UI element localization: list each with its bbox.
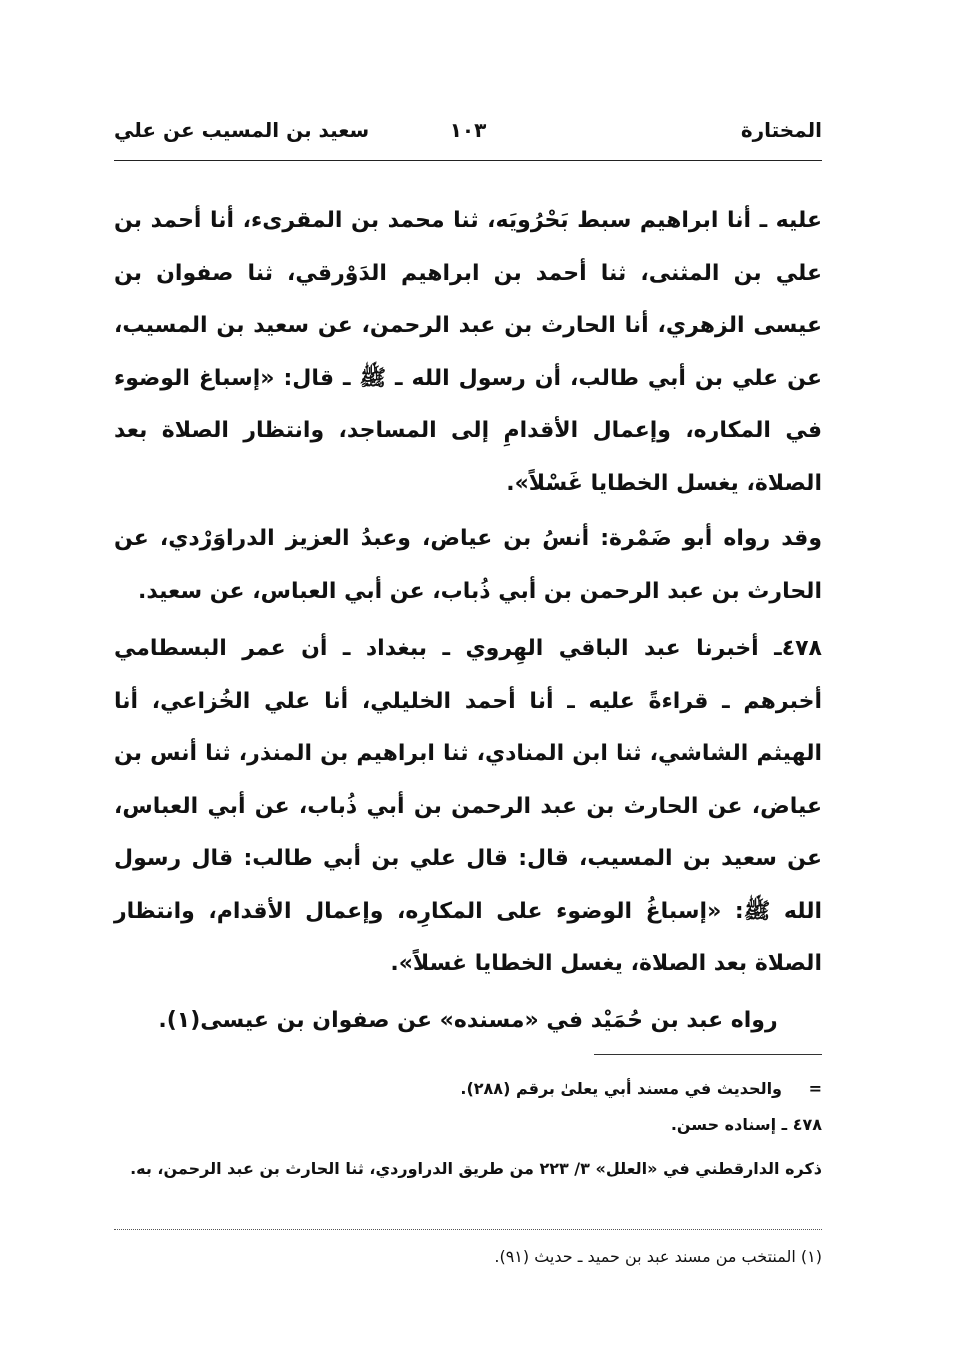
- page-number: ١٠٣: [449, 118, 487, 142]
- footnote-478-grading: ٤٧٨ ـ إسناده حسن.: [670, 1115, 822, 1134]
- footnote-1: (١) المنتخب من مسند عبد بن حميد ـ حديث (٩١).: [494, 1247, 822, 1266]
- paragraph-hadith-477-end: عليه ـ أنا ابراهيم سبط بَحْرُويَه، ثنا محمد بن المقرىء، أنا أحمد بن علي بن المثنى، ثنا أحمد بن ابراهيم الدَوْرقي، ثنا صفوان بن عيسى الزهري، أنا الحارث بن عبد الرحمن، عن سعيد بن المسيب، عن علي بن أبي طالب، أن رسول الله ـ ﷺ ـ قال: «إسباغ الوضوء في المكاره، وإعمال الأقدامِ إلى المساجد، وانتظار الصلاة بعد الصلاة، يغسل الخطايا غَسْلاً».: [114, 208, 822, 496]
- running-header: [114, 118, 822, 158]
- footnote-divider: [594, 1054, 822, 1055]
- continuation-marker: =: [808, 1079, 822, 1098]
- footnote-478-reference: ذكره الدارقطني في «العلل» ٣/ ٢٢٣ من طريق الدراوردي، ثنا الحارث بن عبد الرحمن، به.: [130, 1159, 822, 1178]
- book-title-header: المختارة: [740, 118, 822, 142]
- paragraph-hadith-478: ٤٧٨ـ أخبرنا عبد الباقي الهِروي ـ ببغداد ـ أن عمر البسطامي أخبرهم ـ قراءةً عليه ـ أنا أحمد الخليلي، أنا علي الخُزاعي، أنا الهيثم الشاشي، ثنا ابن المنادي، ثنا ابراهيم بن المنذر، ثنا أنس بن عياض، عن الحارث بن عبد الرحمن بن أبي ذُباب، عن أبي العباس، عن سعيد بن المسيب، قال: قال علي بن أبي طالب: قال رسول الله ﷺ: «إسباغُ الوضوء على المكارِه، وإعمال الأقدام، وانتظار الصلاة بعد الصلاة، يغسل الخطايا غسلاً».: [114, 636, 822, 976]
- header-divider: [114, 160, 822, 161]
- paragraph-narration-note: وقد رواه أبو ضَمْرة: أنسُ بن عياض، وعبدُ العزيز الدراوَرْدي، عن الحارث بن عبد الرحمن بن أبي ذُباب، عن أبي العباس، عن سعيد.: [114, 526, 822, 604]
- chapter-title-header: سعيد بن المسيب عن علي: [114, 118, 370, 142]
- paragraph-source-note: رواه عبد بن حُمَيْد في «مسنده» عن صفوان بن عيسى(١).: [158, 1008, 778, 1033]
- footnote-continued: [114, 1074, 822, 1104]
- footnote-dotted-divider: [114, 1229, 822, 1230]
- footnote-continued-text: والحديث في مسند أبي يعلىٰ برقم (٢٨٨).: [460, 1079, 782, 1098]
